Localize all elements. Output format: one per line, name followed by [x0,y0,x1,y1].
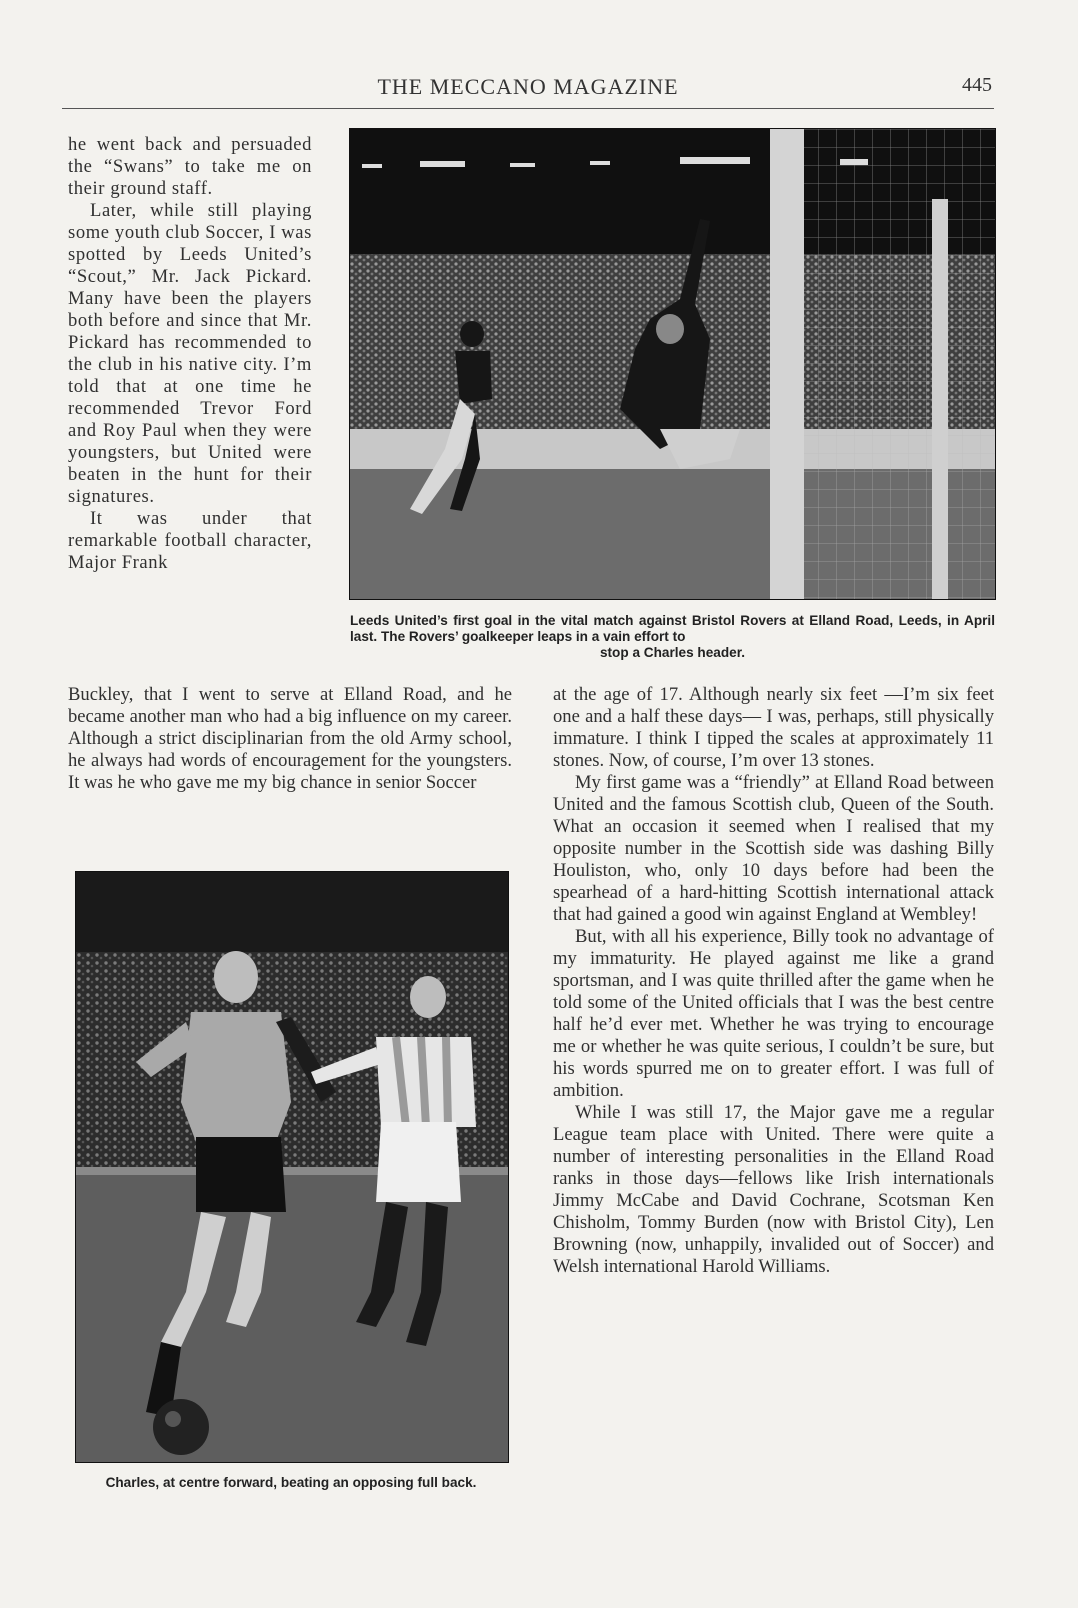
caption-line: Leeds United’s first goal in the vital match against Bristol Rovers at Elland Road, Leeds, in April last. The Rovers’ goalkeeper leaps in a vain effort to [350,613,995,644]
charles-photo [75,871,509,1463]
article-paragraph: at the age of 17. Although nearly six feet —I’m six feet one and a half these days— I was, perhaps, still physically immature. I think I tipped the scales at approximately 11 stones. Now, of course, I’m over 13 stones. [553,684,994,771]
charles-photo-caption: Charles, at centre forward, beating an opposing full back. [105,1475,477,1490]
article-column-right [553,684,994,1278]
article-paragraph: It was under that remarkable football character, Major Frank [68,508,312,573]
page-header [62,70,994,109]
article-paragraph: Later, while still playing some youth club Soccer, I was spotted by Leeds United’s “Scout,” Mr. Jack Pickard. Many have been the players both before and since that Mr. Pickard has recommended to the club in his native city. I’m told that at one time he recommended Trevor Ford and Roy Paul when they were youngsters, but United were beaten in the hunt for their signatures. [68,200,312,507]
caption-line: stop a Charles header. [599,645,746,660]
article-paragraph: he went back and persuaded the “Swans” to take me on their ground staff. [68,134,312,199]
magazine-title: THE MECCANO MAGAZINE [377,74,679,99]
article-paragraph: But, with all his experience, Billy took no advantage of my immaturity. He played against me like a grand sportsman, and I was quite thrilled after the game when he told some of the United officials that I was the best centre half he’d ever met. Whether he was trying to encourage me or whether he was quite serious, I couldn’t be sure, but his words spurred me on to greater effort. I was full of ambition. [553,926,994,1101]
article-paragraph: My first game was a “friendly” at Elland Road between United and the famous Scottish club, Queen of the South. What an occasion it seemed when I realised that my opposite number in the Scottish side was dashing Billy Houliston, who, only 10 days before had been the spearhead of a hard-hitting Scottish international attack that had gained a good win against England at Wembley! [553,772,994,925]
goal-photo-caption [350,613,995,661]
goal-photo [349,128,996,600]
page-number: 445 [962,74,992,96]
article-paragraph: While I was still 17, the Major gave me a regular League team place with United. There were quite a number of interesting personalities in the Elland Road ranks in those days—fellows like Irish internationals Jimmy McCabe and David Cochrane, Scotsman Ken Chisholm, Tommy Burden (now with Bristol City), Len Browning (now, unhappily, invalided out of Soccer) and Welsh international Harold Williams. [553,1102,994,1277]
article-column-left-top [68,134,312,574]
article-paragraph: Buckley, that I went to serve at Elland Road, and he became another man who had a big influence on my career. Although a strict disciplinarian from the old Army school, he always had words of encouragement for the youngsters. It was he who gave me my big chance in senior Soccer [68,684,512,793]
article-column-left-bottom [68,684,512,794]
